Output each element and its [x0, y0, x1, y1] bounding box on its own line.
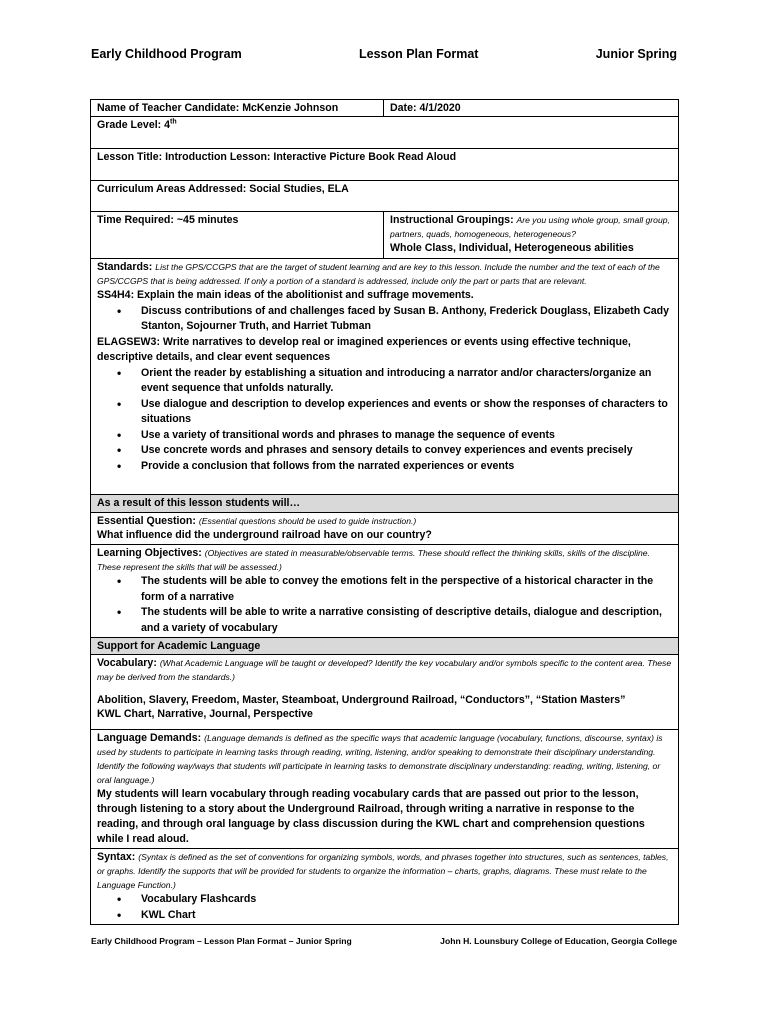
essential-question-row: [91, 513, 679, 545]
list-item: • Use dialogue and description to develop experiences and events or show the responses of characters to situations: [141, 397, 674, 428]
objectives-list: [97, 574, 674, 636]
vocabulary-cell: Vocabulary: (What Academic Language will be taught or developed? Identify the key vocabulary and/or symbols specific to the content area. These may be derived from the standards.) Abolition, Slavery, Freedom, Master, Steamboat, Underground Railroad, “Conductors”, “Station Masters” KWL Chart, Narrative, Journal, Perspective: [91, 655, 679, 730]
standard-ss4h4: SS4H4: Explain the main ideas of the abolitionist and suffrage movements.: [97, 289, 474, 301]
time-cell: Time Required: ~45 minutes: [91, 212, 384, 259]
language-demands-text: My students will learn vocabulary through reading vocabulary cards that are passed out prior to the lesson, through listening to a story about the Underground Railroad, through writing a narrative in response to the reading, and through oral language by class discussion during the KWL chart and comprehension questions while I read aloud.: [97, 788, 645, 845]
footer-left: Early Childhood Program – Lesson Plan Format – Junior Spring: [91, 936, 352, 946]
list-item: • KWL Chart: [141, 908, 674, 924]
grade-row: [91, 117, 679, 149]
groupings-cell: Instructional Groupings: Are you using whole group, small group, partners, quads, homogeneous, heterogeneous? Whole Class, Individual, Heterogeneous abilities: [384, 212, 679, 259]
result-heading-row: [91, 495, 679, 513]
vocabulary-terms: Abolition, Slavery, Freedom, Master, Steamboat, Underground Railroad, “Conductors”, “Station Masters”: [97, 694, 626, 706]
vocabulary-terms-2: KWL Chart, Narrative, Journal, Perspective: [97, 708, 313, 720]
lesson-title-row: [91, 149, 679, 181]
essential-question-cell: Essential Question: (Essential questions should be used to guide instruction.) What influence did the underground railroad have on our country?: [91, 513, 679, 545]
syntax-hint: (Syntax is defined as the set of conventions for organizing symbols, words, and phrases together into structures, such as sentences, tables, or graphs. Identify the supports that will be provided for students to organize the information – charts, graphs, diagrams. These must relate to the Language Function.): [97, 852, 669, 890]
support-heading-row: [91, 638, 679, 655]
page-footer: [91, 936, 677, 946]
date-cell: Date: 4/1/2020: [384, 100, 679, 117]
standards-cell: Standards: List the GPS/CCGPS that are the target of student learning and are key to this lesson. Include the number and the text of each of the GPS/CCGPS that is being addressed. If only a portion of a standard is addressed, include only the part or parts that are relevant. SS4H4: Explain the main ideas of the abolitionist and suffrage movements. • Discuss contributions of and challenges faced by Susan B. Anthony, Frederick Douglass, Elizabeth Cady Stanton, Sojourner Truth, and Harriet Tubman ELAGSEW3: Write narratives to develop real or imagined experiences or events using effective technique, descriptive details, and clear event sequences • Orient the reader by establishing a situation and introducing a narrator and/or characters/organize an event sequence that unfolds naturally. • Use dialogue and description to develop experiences and events or show the responses of characters to situations • Use a variety of transitional words and phrases to manage the sequence of events • Use concrete words and phrases and sensory details to convey experiences and events precisely • Provide a conclusion that follows from the narrated experiences or events: [91, 259, 679, 495]
curriculum-cell: Curriculum Areas Addressed: Social Studies, ELA: [91, 181, 679, 212]
lesson-title: Introduction Lesson: Interactive Picture Book Read Aloud: [165, 151, 457, 163]
groupings-value: Whole Class, Individual, Heterogeneous abilities: [390, 242, 634, 254]
list-item: • Use a variety of transitional words and phrases to manage the sequence of events: [141, 428, 674, 444]
essential-question-hint: (Essential questions should be used to guide instruction.): [198, 516, 417, 526]
header-program: Early Childhood Program: [91, 47, 242, 61]
support-heading: Support for Academic Language: [91, 638, 679, 655]
language-demands-row: [91, 730, 679, 849]
syntax-list: [97, 892, 674, 923]
vocabulary-row: [91, 655, 679, 730]
footer-right: John H. Lounsbury College of Education, Georgia College: [440, 936, 677, 946]
curriculum-areas: Social Studies, ELA: [249, 183, 349, 195]
teacher-cell: Name of Teacher Candidate: McKenzie Johnson: [91, 100, 384, 117]
list-item: • The students will be able to convey the emotions felt in the perspective of a historical character in the form of a narrative: [141, 574, 674, 605]
result-heading: As a result of this lesson students will…: [91, 495, 679, 513]
time-grouping-row: [91, 212, 679, 259]
objectives-cell: Learning Objectives: (Objectives are stated in measurable/observable terms. These should reflect the thinking skills, skills of the discipline. These represent the skills that will be assessed.) • The students will be able to convey the emotions felt in the perspective of a historical character in the form of a narrative • The students will be able to write a narrative consisting of descriptive details, dialogue and description, and a variety of vocabulary: [91, 545, 679, 638]
syntax-row: [91, 849, 679, 925]
lesson-title-cell: Lesson Title: Introduction Lesson: Interactive Picture Book Read Aloud: [91, 149, 679, 181]
lesson-date: 4/1/2020: [419, 102, 461, 114]
header-format: Lesson Plan Format: [358, 47, 479, 61]
lesson-plan-table: [90, 99, 679, 925]
list-item: • Orient the reader by establishing a situation and introducing a narrator and/or characters/organize an event sequence that unfolds naturally.: [141, 366, 674, 397]
ss-list: [97, 304, 674, 335]
time-required: ~45 minutes: [176, 214, 239, 226]
list-item: • The students will be able to write a narrative consisting of descriptive details, dialogue and description, and a variety of vocabulary: [141, 605, 674, 636]
standard-elagsew3: ELAGSEW3: Write narratives to develop real or imagined experiences or events using effective technique, descriptive details, and clear event sequences: [97, 335, 631, 363]
curriculum-row: [91, 181, 679, 212]
grade-value: 4: [164, 119, 171, 131]
header-term: Junior Spring: [595, 47, 677, 61]
grade-cell: Grade Level: 4th: [91, 117, 679, 149]
standards-hint: List the GPS/CCGPS that are the target of student learning and are key to this lesson. Include the number and the text of each of the GPS/CCGPS that is being addressed. If only a portion of a standard is addressed, include only the part or parts that are relevant.: [97, 262, 660, 286]
language-demands-cell: Language Demands: (Language demands is defined as the specific ways that academic language (vocabulary, functions, discourse, syntax) is used by students to participate in learning tasks through reading, writing, listening, and/or speaking to demonstrate their disciplinary understanding. Identify the following way/ways that students will participate in learning tasks to demonstrate disciplinary understanding: reading, writing, listening, or oral language.) My students will learn vocabulary through reading vocabulary cards that are passed out prior to the lesson, through listening to a story about the Underground Railroad, through writing a narrative in response to the reading, and through oral language by class discussion during the KWL chart and comprehension questions while I read aloud.: [91, 730, 679, 849]
page-header: [91, 47, 677, 61]
teacher-row: [91, 100, 679, 117]
language-demands-hint: (Language demands is defined as the specific ways that academic language (vocabulary, functions, discourse, syntax) is used by students to participate in learning tasks through reading, writing, listening, and/or speaking to demonstrate their disciplinary understanding. Identify the following way/ways that students will participate in learning tasks to demonstrate disciplinary understanding: reading, writing, listening, or oral language.): [97, 733, 663, 785]
teacher-name: McKenzie Johnson: [242, 102, 339, 114]
list-item: • Discuss contributions of and challenges faced by Susan B. Anthony, Frederick Douglass, Elizabeth Cady Stanton, Sojourner Truth, and Harriet Tubman: [141, 304, 674, 335]
essential-question: What influence did the underground railroad have on our country?: [97, 529, 432, 541]
list-item: • Provide a conclusion that follows from the narrated experiences or events: [141, 459, 674, 475]
list-item: • Vocabulary Flashcards: [141, 892, 674, 908]
ela-list: [97, 366, 674, 475]
standards-row: [91, 259, 679, 495]
objectives-row: [91, 545, 679, 638]
syntax-cell: Syntax: (Syntax is defined as the set of conventions for organizing symbols, words, and phrases together into structures, such as sentences, tables, or graphs. Identify the supports that will be provided for students to organize the information – charts, graphs, diagrams. These must relate to the Language Function.) • Vocabulary Flashcards • KWL Chart: [91, 849, 679, 925]
vocabulary-hint: (What Academic Language will be taught or developed? Identify the key vocabulary and/or symbols specific to the content area. These may be derived from the standards.): [97, 658, 672, 682]
list-item: • Use concrete words and phrases and sensory details to convey experiences and events precisely: [141, 443, 674, 459]
objectives-hint: (Objectives are stated in measurable/observable terms. These should reflect the thinking skills, skills of the discipline. These represent the skills that will be assessed.): [97, 548, 650, 572]
groupings-hint: Are you using whole group, small group, partners, quads, homogeneous, heterogeneous?: [390, 215, 670, 239]
